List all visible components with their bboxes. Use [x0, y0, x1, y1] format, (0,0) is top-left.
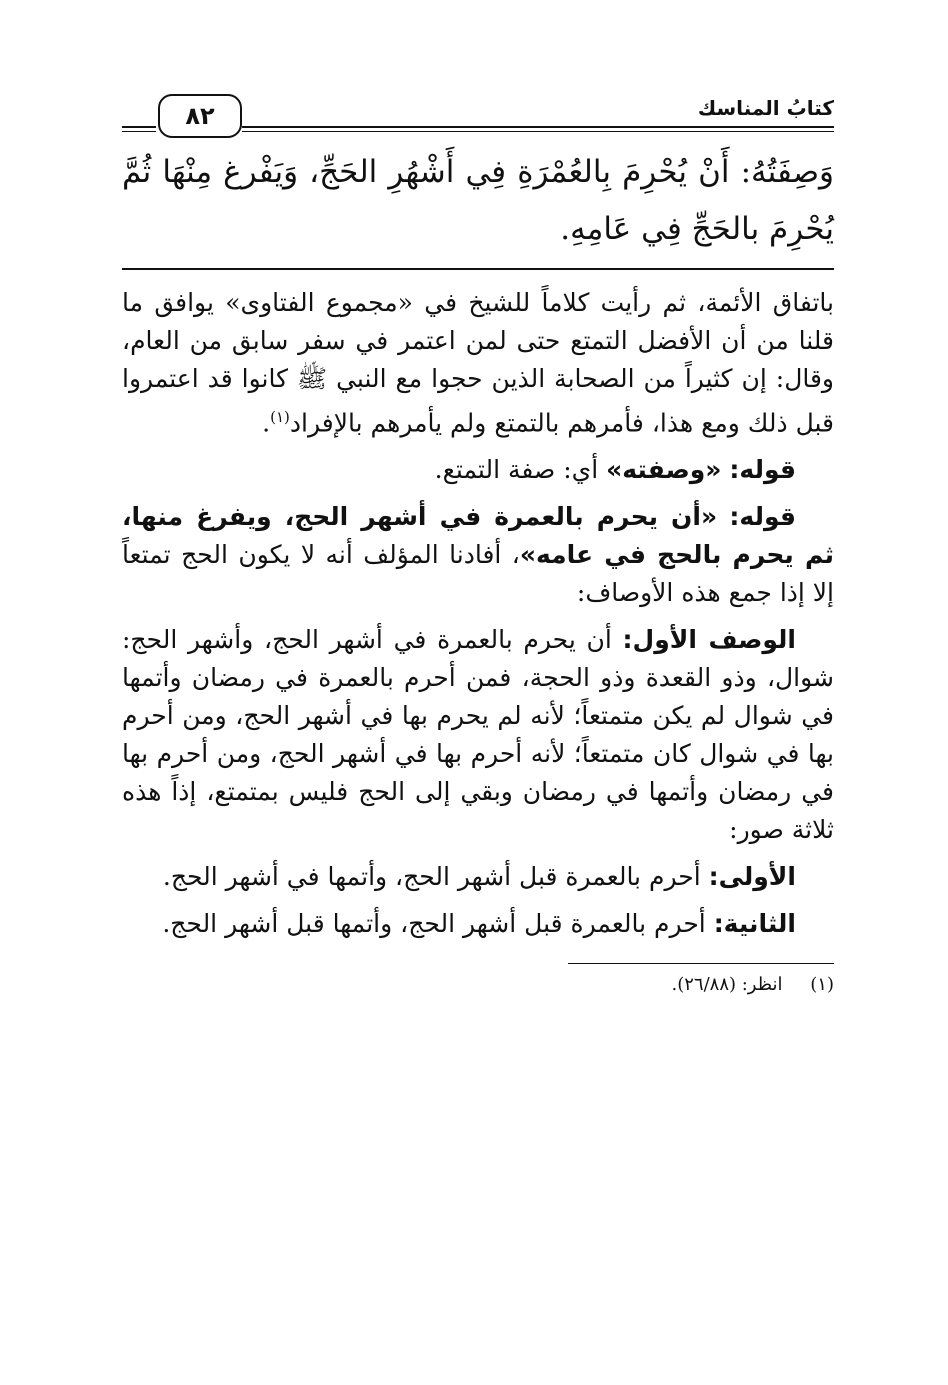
page-number: ٨٢ [158, 94, 242, 138]
header-rule [242, 131, 834, 132]
paragraph-label: الوصف الأول: [622, 625, 797, 655]
commentary-paragraph [122, 498, 834, 612]
commentary-paragraph [122, 621, 834, 849]
footnote [122, 970, 834, 1000]
paragraph-text: أي: صفة التمتع. [434, 455, 607, 485]
paragraph-label: قوله: [729, 502, 796, 532]
paragraph-label: الثانية: [713, 909, 796, 939]
header-rule [122, 126, 156, 128]
header-rule [242, 126, 834, 128]
commentary-paragraph [122, 284, 834, 442]
quoted-matn: «وصفته» [606, 455, 722, 485]
paragraph-text: ، أفادنا المؤلف أنه لا يكون الحج تمتعاً إلا إذا جمع هذه الأوصاف: [122, 540, 834, 608]
paragraph-text: أحرم بالعمرة قبل أشهر الحج، وأتمها قبل أشهر الحج. [162, 909, 714, 939]
header-rule [122, 131, 156, 132]
commentary-paragraph [122, 858, 834, 896]
book-page [122, 86, 834, 1000]
paragraph-end: . [262, 408, 271, 438]
paragraph-label: الأولى: [708, 862, 796, 892]
paragraph-text: أن يحرم بالعمرة في أشهر الحج، وأشهر الحج: شوال، وذو القعدة وذو الحجة، فمن أحرم بالعمرة في رمضان وأتمها في شوال لم يكن متمتعاً؛ لأنه لم يحرم بها في أشهر الحج، ومن أحرم بها في شوال كان متمتعاً؛ لأنه أحرم بها في أشهر الحج، ومن أحرم بها في رمضان وأتمها في رمضان وبقي إلى الحج فليس بمتمتع، إذاً هذه ثلاثة صور: [122, 625, 834, 845]
commentary [122, 284, 834, 943]
paragraph-text: باتفاق الأئمة، ثم رأيت كلاماً للشيخ في «مجموع الفتاوى» يوافق ما قلنا من أن الأفضل التمتع حتى لمن اعتمر في سفر سابق من العام، وقال: إن كثيراً من الصحابة الذين حجوا مع النبي ﷺ كانوا قد اعتمروا قبل ذلك ومع هذا، فأمرهم بالتمتع ولم يأمرهم بالإفراد [122, 288, 834, 438]
footnote-text: انظر: (٢٦/٨٨). [671, 974, 783, 996]
page-header [122, 86, 834, 138]
commentary-paragraph [122, 451, 834, 489]
footnote-ref: (١) [270, 408, 290, 426]
commentary-paragraph [122, 905, 834, 943]
paragraph-text: أحرم بالعمرة قبل أشهر الحج، وأتمها في أشهر الحج. [162, 862, 709, 892]
running-title: كتابُ المناسك [697, 96, 834, 120]
footnote-separator [568, 963, 834, 964]
quoted-matn: «أن يحرم بالعمرة في أشهر الحج، ويفرغ منها، ثم يحرم بالحج في عامه» [122, 502, 834, 570]
paragraph-label: قوله: [729, 455, 796, 485]
footnote-number: (١) [810, 974, 834, 996]
matn-text: وَصِفَتُهُ: أَنْ يُحْرِمَ بِالعُمْرَةِ فِي أَشْهُرِ الحَجِّ، وَيَفْرغ مِنْهَا ثُمَّ يُحْرِمَ بالحَجِّ فِي عَامِهِ. [122, 144, 834, 270]
